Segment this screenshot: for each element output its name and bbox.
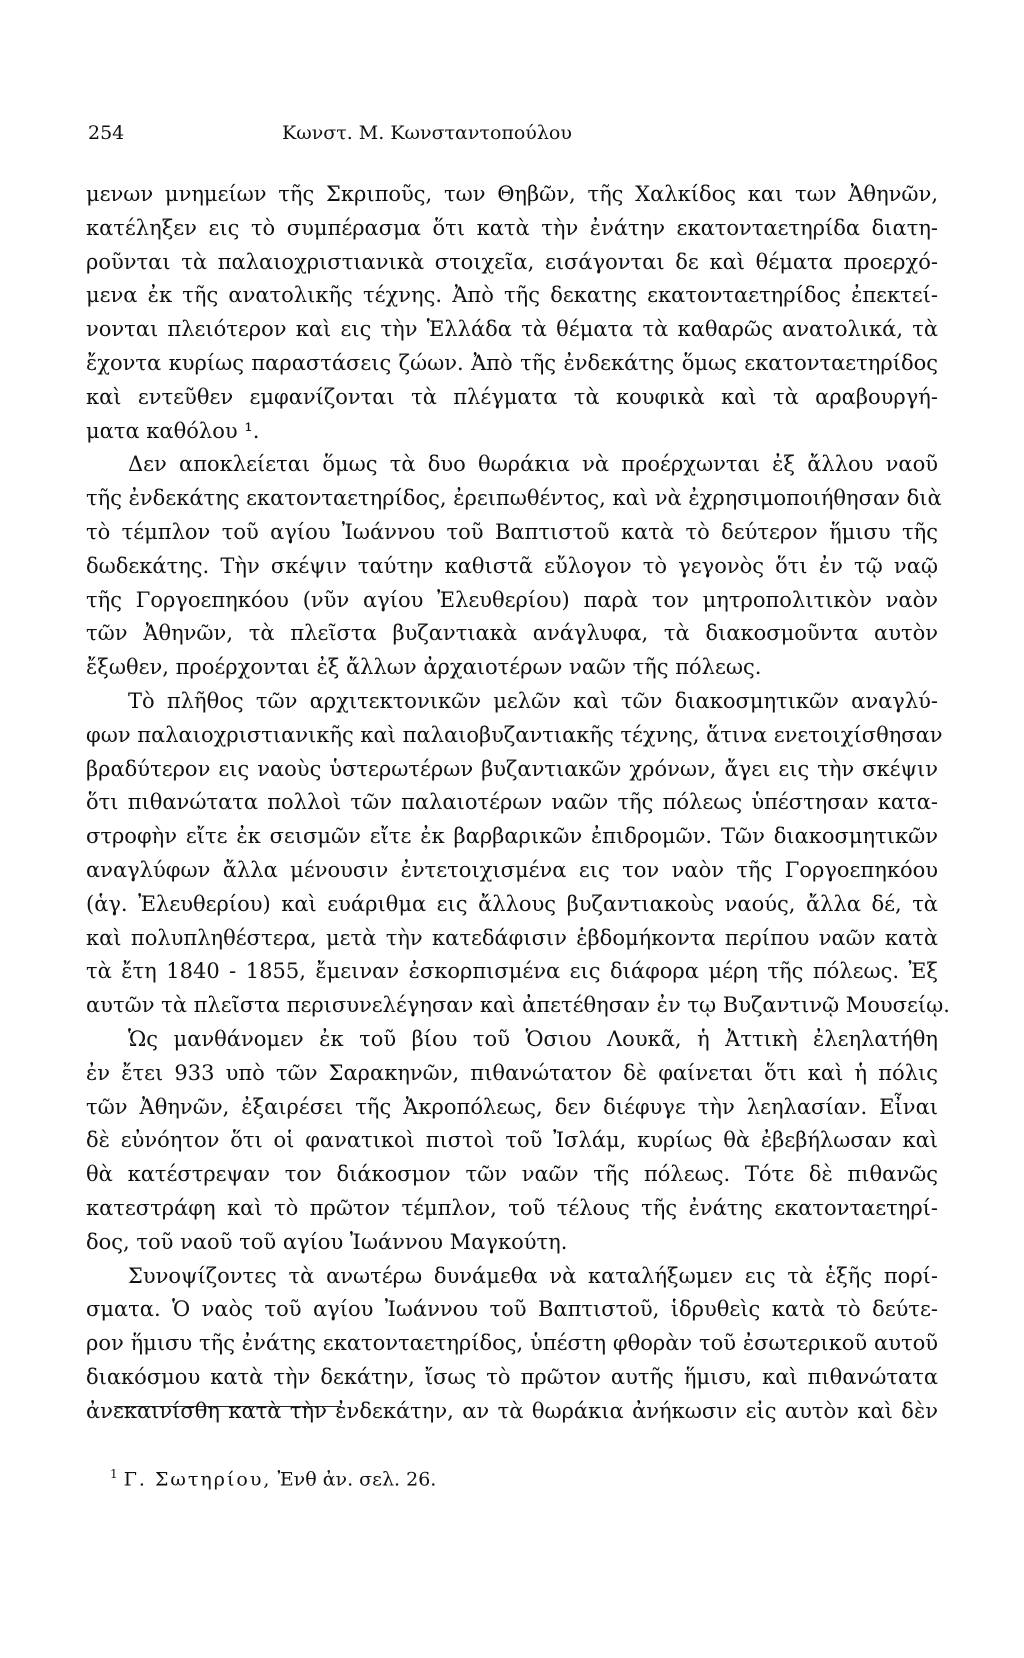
- text-line: ροῦνται τὰ παλαιοχριστιανικὰ στοιχεῖα, εισάγονται δε καὶ θέματα προερχό-: [86, 249, 938, 274]
- text-line: καὶ πολυπληθέστερα, μετὰ τὴν κατεδάφισιν ἑβδομήκοντα περίπου ναῶν κατὰ: [86, 925, 938, 950]
- text-line: σματα. Ὁ ναὸς τοῦ αγίου Ἰωάννου τοῦ Βαπτιστοῦ, ἱδρυθεὶς κατὰ τὸ δεύτε-: [86, 1297, 938, 1322]
- footnote: [110, 1467, 436, 1490]
- footnote-author: Γ. Σωτηρίου,: [123, 1468, 272, 1491]
- text-line: τῶν Ἀθηνῶν, τὰ πλεῖστα βυζαντιακὰ ανάγλυφα, τὰ διακοσμοῦντα αυτὸν: [86, 621, 938, 646]
- text-line: τῆς Γοργοεπηκόου (νῦν αγίου Ἐλευθερίου) παρὰ τον μητροπολιτικὸν ναὸν: [86, 587, 938, 612]
- page-number: 254: [88, 122, 125, 144]
- footnote-reference: Ἐνθ ἀν. σελ. 26.: [277, 1468, 437, 1491]
- text-line: αυτῶν τὰ πλεῖστα περισυνελέγησαν καὶ ἀπετέθησαν ἐν τῳ Βυζαντινῷ Μουσείῳ.: [86, 993, 950, 1018]
- body-text: [86, 178, 950, 1428]
- text-line: δὲ εὐνόητον ὅτι οἱ φανατικοὶ πιστοὶ τοῦ Ἰσλάμ, κυρίως θὰ ἐβεβήλωσαν καὶ: [86, 1128, 938, 1153]
- text-line: ἔχοντα κυρίως παραστάσεις ζώων. Ἀπὸ τῆς ἐνδεκάτης ὅμως εκατονταετηρίδος: [86, 350, 938, 375]
- text-line: ρον ἥμισυ τῆς ἐνάτης εκατονταετηρίδος, ὑπέστη φθορὰν τοῦ ἐσωτερικοῦ αυτοῦ: [86, 1331, 938, 1356]
- text-line: θὰ κατέστρεψαν τον διάκοσμον τῶν ναῶν τῆς πόλεως. Τότε δὲ πιθανῶς: [86, 1162, 938, 1187]
- text-line: ἀνεκαινίσθη κατὰ τὴν ἐνδεκάτην, αν τὰ θωράκια ἀνήκωσιν εἰς αυτὸν καὶ δὲν: [86, 1398, 938, 1423]
- text-line: αναγλύφων ἄλλα μένουσιν ἐντετοιχισμένα εις τον ναὸν τῆς Γοργοεπηκόου: [86, 857, 938, 882]
- text-line: ἐν ἔτει 933 υπὸ τῶν Σαρακηνῶν, πιθανώτατον δὲ φαίνεται ὅτι καὶ ἡ πόλις: [86, 1060, 938, 1085]
- text-line: ἔξωθεν, προέρχονται ἐξ ἄλλων ἀρχαιοτέρων ναῶν τῆς πόλεως.: [86, 655, 762, 680]
- page-header: [88, 122, 936, 154]
- text-line: κατεστράφη καὶ τὸ πρῶτον τέμπλον, τοῦ τέλους τῆς ἐνάτης εκατονταετηρί-: [86, 1195, 938, 1220]
- text-line: δωδεκάτης. Τὴν σκέψιν ταύτην καθιστᾶ εὔλογον τὸ γεγονὸς ὅτι ἐν τῷ ναῷ: [86, 553, 938, 578]
- text-line: τῆς ἐνδεκάτης εκατονταετηρίδος, ἐρειπωθέντος, καὶ νὰ ἐχρησιμοποιήθησαν διὰ: [86, 486, 942, 511]
- text-line: φων παλαιοχριστιανικῆς καὶ παλαιοβυζαντιακῆς τέχνης, ἅτινα ενετοιχίσθησαν: [86, 722, 943, 747]
- text-line: νονται πλειότερον καὶ εις τὴν Ἑλλάδα τὰ θέματα τὰ καθαρῶς ανατολικά, τὰ: [86, 317, 938, 342]
- text-line: ματα καθόλου ¹.: [86, 418, 260, 443]
- text-line: ὅτι πιθανώτατα πολλοὶ τῶν παλαιοτέρων ναῶν τῆς πόλεως ὑπέστησαν κατα-: [86, 790, 938, 815]
- text-line: δος, τοῦ ναοῦ τοῦ αγίου Ἰωάννου Μαγκούτη.: [86, 1229, 568, 1254]
- text-line: κατέληξεν εις τὸ συμπέρασμα ὅτι κατὰ τὴν ἐνάτην εκατονταετηρίδα διατη-: [86, 215, 938, 240]
- text-line: βραδύτερον εις ναοὺς ὑστερωτέρων βυζαντιακῶν χρόνων, ἄγει εις τὴν σκέψιν: [86, 756, 938, 781]
- text-line: τῶν Ἀθηνῶν, ἐξαιρέσει τῆς Ἀκροπόλεως, δεν διέφυγε τὴν λεηλασίαν. Εἶναι: [86, 1094, 938, 1119]
- text-line: Ὡς μανθάνομεν ἐκ τοῦ βίου τοῦ Ὁσιου Λουκᾶ, ἡ Ἀττικὴ ἐλεηλατήθη: [128, 1026, 938, 1051]
- text-line: καὶ εντεῦθεν εμφανίζονται τὰ πλέγματα τὰ κουφικὰ καὶ τὰ αραβουργή-: [86, 384, 938, 409]
- footnote-separator: [114, 1406, 341, 1407]
- text-line: διακόσμου κατὰ τὴν δεκάτην, ἴσως τὸ πρῶτον αυτῆς ἥμισυ, καὶ πιθανώτατα: [86, 1364, 938, 1389]
- text-line: στροφὴν εἴτε ἐκ σεισμῶν εἴτε ἐκ βαρβαρικῶν ἐπιδρομῶν. Τῶν διακοσμητικῶν: [86, 824, 938, 849]
- footnote-marker: 1: [110, 1467, 118, 1481]
- running-head: Κωνστ. Μ. Κωνσταντοπούλου: [282, 122, 572, 144]
- text-line: Συνοψίζοντες τὰ ανωτέρω δυνάμεθα νὰ καταλήξωμεν εις τὰ ἑξῆς πορί-: [128, 1263, 938, 1288]
- text-line: τὰ ἔτη 1840 - 1855, ἔμειναν ἐσκορπισμένα εις διάφορα μέρη τῆς πόλεως. Ἐξ: [86, 959, 938, 984]
- text-line: μενα ἐκ τῆς ανατολικῆς τέχνης. Ἀπὸ τῆς δεκατης εκατονταετηρίδος ἐπεκτεί-: [86, 283, 938, 308]
- text-line: Δεν αποκλείεται ὅμως τὰ δυο θωράκια νὰ προέρχωνται ἐξ ἄλλου ναοῦ: [128, 452, 938, 477]
- text-line: μενων μνημείων τῆς Σκριποῦς, των Θηβῶν, τῆς Χαλκίδος και των Ἀθηνῶν,: [86, 182, 938, 206]
- text-line: Τὸ πλῆθος τῶν αρχιτεκτονικῶν μελῶν καὶ τῶν διακοσμητικῶν αναγλύ-: [128, 688, 938, 713]
- text-line: (ἁγ. Ἐλευθερίου) καὶ ευάριθμα εις ἄλλους βυζαντιακοὺς ναούς, ἄλλα δέ, τὰ: [86, 891, 938, 916]
- text-line: τὸ τέμπλον τοῦ αγίου Ἰωάννου τοῦ Βαπτιστοῦ κατὰ τὸ δεύτερον ἥμισυ τῆς: [86, 519, 938, 544]
